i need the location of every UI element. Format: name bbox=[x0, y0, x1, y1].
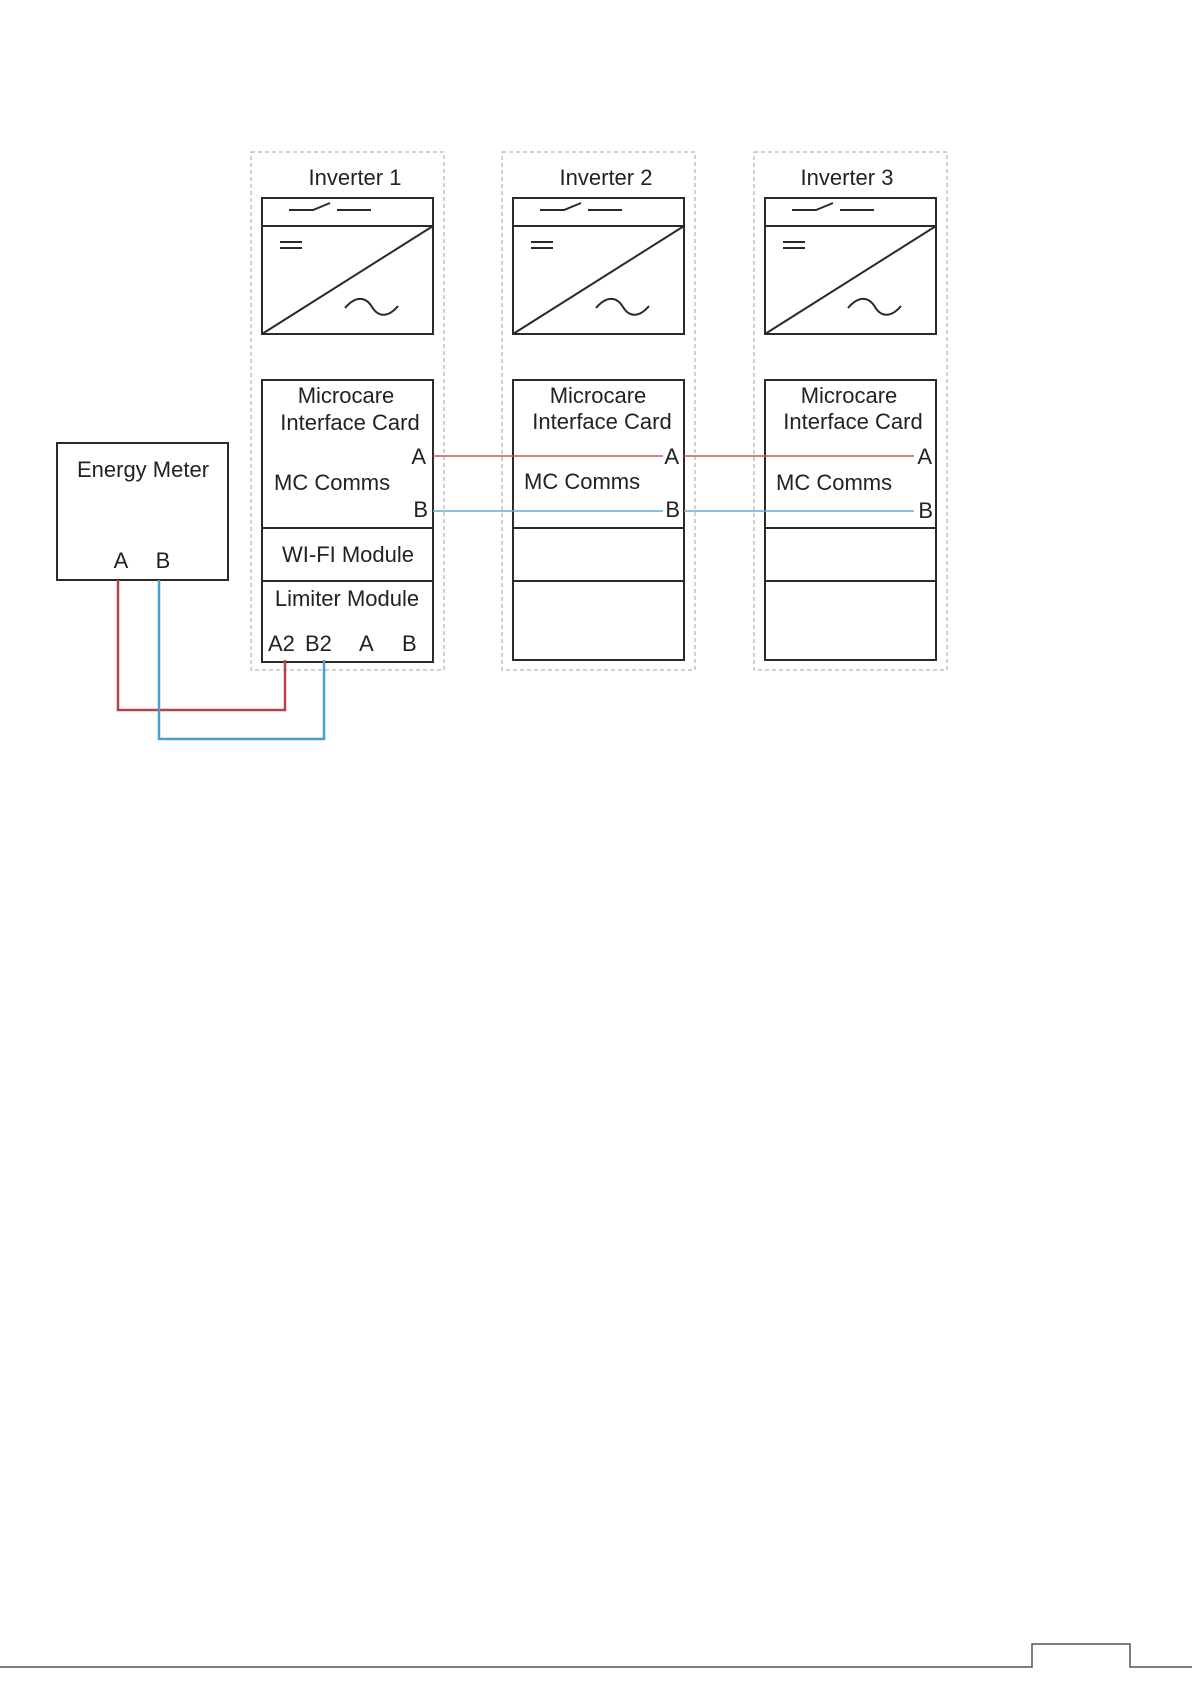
inverter-1-title: Inverter 1 bbox=[308, 165, 402, 190]
energy-meter-term-b: B bbox=[155, 548, 171, 573]
inverter-3-title: Inverter 3 bbox=[800, 165, 894, 190]
inverter-3-term-b: B bbox=[918, 498, 933, 523]
inverter-1-card-line2: Interface Card bbox=[280, 410, 420, 435]
inverter-1-card-line1: Microcare bbox=[297, 383, 395, 408]
limiter-term-b: B bbox=[402, 631, 417, 656]
inverter-2-card-line2: Interface Card bbox=[532, 409, 672, 434]
inverter-2-term-a: A bbox=[664, 444, 679, 469]
inverter-1-term-a: A bbox=[411, 444, 426, 469]
inverter-2 bbox=[502, 152, 695, 670]
energy-meter bbox=[57, 443, 228, 580]
inverter-2-term-b: B bbox=[665, 497, 680, 522]
meter-wire-a bbox=[118, 580, 285, 710]
energy-meter-title: Energy Meter bbox=[76, 457, 210, 482]
footer-rule bbox=[0, 1644, 1192, 1667]
inverter-2-converter-icon bbox=[513, 198, 684, 334]
inverter-1-wifi-module: WI-FI Module bbox=[281, 542, 415, 567]
inverter-3-converter-icon bbox=[765, 198, 936, 334]
inverter-2-title: Inverter 2 bbox=[559, 165, 653, 190]
inverter-1-converter-icon bbox=[262, 198, 433, 334]
inverter-3-card-line1: Microcare bbox=[800, 383, 898, 408]
inverter-1-limiter-module: Limiter Module bbox=[274, 586, 420, 611]
limiter-term-a2: A2 bbox=[268, 631, 295, 656]
inverter-3 bbox=[754, 152, 947, 670]
inverter-3-card-line2: Interface Card bbox=[783, 409, 923, 434]
energy-meter-term-a: A bbox=[113, 548, 129, 573]
inverter-1 bbox=[251, 152, 444, 670]
inverter-1-mc-comms: MC Comms bbox=[274, 470, 391, 495]
inverter-1-term-b: B bbox=[413, 497, 428, 522]
inverter-3-term-a: A bbox=[917, 444, 932, 469]
inverter-2-card-line1: Microcare bbox=[549, 383, 647, 408]
inverter-2-mc-comms: MC Comms bbox=[524, 469, 641, 494]
inverter-3-mc-comms: MC Comms bbox=[776, 470, 893, 495]
limiter-term-a: A bbox=[359, 631, 374, 656]
limiter-term-b2: B2 bbox=[305, 631, 332, 656]
